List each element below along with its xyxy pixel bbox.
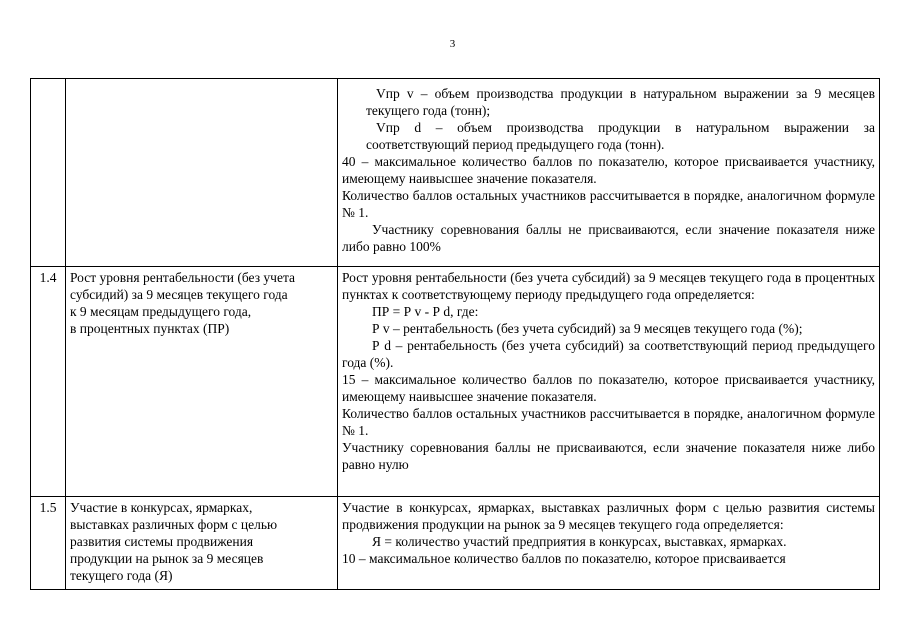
indicator-name-line: текущего года (Я) <box>70 568 173 583</box>
indicator-name-line: в процентных пунктах (ПР) <box>70 321 230 336</box>
no-points-text: Участнику соревнования баллы не присваиваются, если значение показателя ниже либо равно 100% <box>342 222 875 254</box>
indicator-name-line: субсидий) за 9 месяцев текущего года <box>70 287 288 302</box>
other-participants-text: Количество баллов остальных участников рассчитывается в порядке, аналогичном формуле № 1. <box>342 406 875 438</box>
indicator-name-line: продукции на рынок за 9 месяцев <box>70 551 264 566</box>
indicator-description-cell <box>338 497 880 590</box>
row-number-cell <box>31 79 66 267</box>
criteria-table <box>30 78 880 590</box>
formula-text: Я = количество участий предприятия в конкурсах, выставках, ярмарках. <box>372 534 787 549</box>
intro-text: Рост уровня рентабельности (без учета субсидий) за 9 месяцев текущего года в процентных пунктах к соответствующему периоду предыдущего года определяется: <box>342 270 875 302</box>
max-points-text: 10 – максимальное количество баллов по показателю, которое присваивается <box>342 551 786 566</box>
indicator-name-line: Участие в конкурсах, ярмарках, <box>70 500 253 515</box>
max-points-text: 15 – максимальное количество баллов по показателю, которое присваивается участнику, имеющему наивысшее значение показателя. <box>342 372 875 404</box>
max-points-text: 40 – максимальное количество баллов по показателю, которое присваивается участнику, имеющему наивысшее значение показателя. <box>342 154 875 186</box>
table-row <box>31 267 880 497</box>
indicator-description-cell <box>338 79 880 267</box>
formula-text: ПР = Р v - Р d, где: <box>372 304 479 319</box>
indicator-name-line: выставках различных форм с целью <box>70 517 278 532</box>
indicator-name-cell <box>66 497 338 590</box>
pv-definition: Р v – рентабельность (без учета субсидий) за 9 месяцев текущего года (%); <box>372 321 803 336</box>
table-row <box>31 79 880 267</box>
row-number-cell: 1.5 <box>31 497 66 590</box>
other-participants-text: Количество баллов остальных участников рассчитывается в порядке, аналогичном формуле № 1. <box>342 188 875 220</box>
page-number: 3 <box>449 38 456 50</box>
pd-definition: Р d – рентабельность (без учета субсидий) за соответствующий период предыдущего года (%). <box>342 338 875 370</box>
table-row <box>31 497 880 590</box>
indicator-name-line: Рост уровня рентабельности (без учета <box>70 270 295 285</box>
row-number-cell: 1.4 <box>31 267 66 497</box>
indicator-description-cell <box>338 267 880 497</box>
vpr-d-definition: Vпр d – объем производства продукции в натуральном выражении за соответствующий период предыдущего года (тонн). <box>366 120 875 152</box>
intro-text: Участие в конкурсах, ярмарках, выставках различных форм с целью развития системы продвижения продукции на рынок за 9 месяцев текущего года определяется: <box>342 500 875 532</box>
no-points-text: Участнику соревнования баллы не присваиваются, если значение показателя ниже либо равно нулю <box>342 440 875 472</box>
indicator-name-cell <box>66 79 338 267</box>
indicator-name-line: к 9 месяцам предыдущего года, <box>70 304 252 319</box>
indicator-name-cell <box>66 267 338 497</box>
vpr-v-definition: Vпр v – объем производства продукции в натуральном выражении за 9 месяцев текущего года (тонн); <box>366 86 875 118</box>
indicator-name-line: развития системы продвижения <box>70 534 254 549</box>
